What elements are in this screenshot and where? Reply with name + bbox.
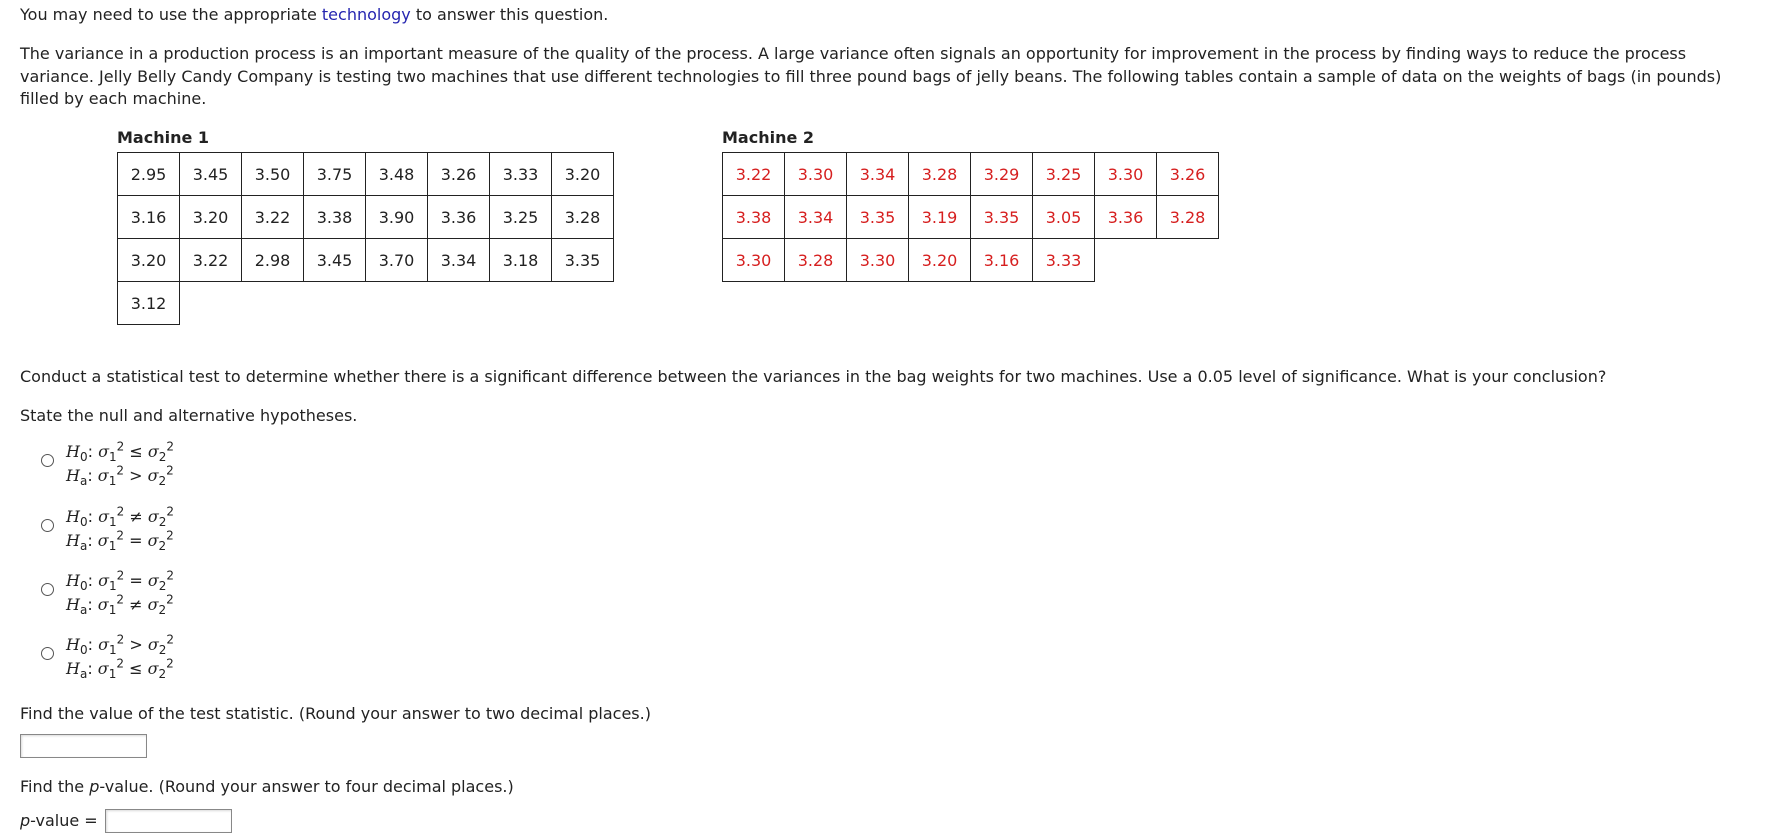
machine1-cell: 3.25 [490, 196, 552, 239]
hypothesis-option-1-alternative: $H_a$: $\sigma_1^2 > \sigma_2^2$ [66, 464, 174, 489]
intro-text [20, 4, 608, 26]
machine1-cell: 3.38 [304, 196, 366, 239]
pvalue-input[interactable] [105, 809, 232, 833]
machine1-cell: 3.33 [490, 153, 552, 196]
machine2-label: Machine 2 [722, 128, 815, 147]
machine1-cell: 3.70 [366, 239, 428, 282]
machine2-cell: 3.30 [847, 239, 909, 282]
machine2-cell: 3.38 [723, 196, 785, 239]
machine1-cell: 3.35 [552, 239, 614, 282]
machine2-cell: 3.28 [1157, 196, 1219, 239]
hypothesis-option-2-alternative: $H_a$: $\sigma_1^2 = \sigma_2^2$ [66, 529, 174, 554]
machine1-cell: 3.12 [118, 282, 180, 325]
machine1-cell: 3.36 [428, 196, 490, 239]
hypothesis-option-2-radio[interactable] [41, 519, 54, 532]
machine2-cell: 3.33 [1033, 239, 1095, 282]
machine2-cell: 3.30 [785, 153, 847, 196]
machine1-cell: 3.26 [428, 153, 490, 196]
machine2-cell: 3.20 [909, 239, 971, 282]
hypothesis-option-3-null: $H_0$: $\sigma_1^2 = \sigma_2^2$ [66, 569, 175, 594]
machine1-row [118, 239, 614, 282]
pvalue-prompt [20, 776, 514, 798]
machine1-table [117, 152, 614, 325]
pvalue-prompt-post: -value. (Round your answer to four decimal places.) [99, 777, 514, 796]
machine1-cell: 3.20 [552, 153, 614, 196]
pvalue-label-post: -value = [30, 811, 98, 830]
hypothesis-option-1-null: $H_0$: $\sigma_1^2 \le \sigma_2^2$ [66, 440, 175, 465]
test-statistic-input[interactable] [20, 734, 147, 758]
machine1-cell: 3.50 [242, 153, 304, 196]
machine2-cell: 3.29 [971, 153, 1033, 196]
hypothesis-option-3-alternative: $H_a$: $\sigma_1^2 \ne \sigma_2^2$ [66, 593, 174, 618]
machine2-cell: 3.16 [971, 239, 1033, 282]
pvalue-prompt-p: p [89, 777, 100, 796]
machine2-cell: 3.22 [723, 153, 785, 196]
machine1-cell: 3.90 [366, 196, 428, 239]
machine2-cell: 3.05 [1033, 196, 1095, 239]
machine1-cell: 3.18 [490, 239, 552, 282]
hypothesis-option-4-alternative: $H_a$: $\sigma_1^2 \le \sigma_2^2$ [66, 657, 174, 682]
machine1-cell: 3.22 [242, 196, 304, 239]
pvalue-prompt-pre: Find the [20, 777, 90, 796]
intro-post: to answer this question. [410, 5, 609, 24]
machine1-cell: 3.48 [366, 153, 428, 196]
problem-paragraph: The variance in a production process is an important measure of the quality of the process. A large variance often signals an opportunity for improvement in the process by finding ways to reduce the process variance. Jelly Belly Candy Company is testing two machines that use different technologies to fill three pound bags of jelly beans. The following tables contain a sample of data on the weights of bags (in pounds) filled by each machine. [20, 44, 1722, 108]
pvalue-label [20, 810, 98, 832]
machine2-row [723, 239, 1219, 282]
hypothesis-option-3-radio[interactable] [41, 583, 54, 596]
intro-pre: You may need to use the appropriate [20, 5, 322, 24]
machine2-cell: 3.26 [1157, 153, 1219, 196]
machine1-cell: 3.45 [180, 153, 242, 196]
machine1-label: Machine 1 [117, 128, 210, 147]
machine1-cell: 3.28 [552, 196, 614, 239]
machine2-cell: 3.36 [1095, 196, 1157, 239]
machine1-cell: 3.20 [180, 196, 242, 239]
machine2-cell: 3.19 [909, 196, 971, 239]
machine2-row [723, 153, 1219, 196]
machine1-cell: 3.16 [118, 196, 180, 239]
hypothesis-option-4-radio[interactable] [41, 647, 54, 660]
machine1-cell: 2.98 [242, 239, 304, 282]
machine2-table [722, 152, 1219, 282]
question-text: Conduct a statistical test to determine whether there is a significant difference between the variances in the bag weights for two machines. Use a 0.05 level of significance. What is your conclusion? [20, 367, 1607, 386]
machine2-cell: 3.34 [785, 196, 847, 239]
machine1-cell: 3.34 [428, 239, 490, 282]
machine1-cell: 3.75 [304, 153, 366, 196]
machine2-cell: 3.28 [909, 153, 971, 196]
hypotheses-prompt: State the null and alternative hypotheses. [20, 406, 358, 425]
machine2-cell: 3.25 [1033, 153, 1095, 196]
hypothesis-option-1-radio[interactable] [41, 454, 54, 467]
machine2-cell: 3.28 [785, 239, 847, 282]
machine2-cell: 3.30 [1095, 153, 1157, 196]
test-statistic-prompt: Find the value of the test statistic. (Round your answer to two decimal places.) [20, 704, 651, 723]
machine1-row [118, 153, 614, 196]
machine1-cell: 3.45 [304, 239, 366, 282]
hypothesis-option-2-null: $H_0$: $\sigma_1^2 \ne \sigma_2^2$ [66, 505, 175, 530]
machine2-cell: 3.30 [723, 239, 785, 282]
machine1-row [118, 196, 614, 239]
machine1-cell: 3.22 [180, 239, 242, 282]
machine1-row [118, 282, 614, 325]
pvalue-label-p: p [20, 811, 31, 830]
machine2-cell: 3.35 [971, 196, 1033, 239]
technology-link[interactable]: technology [321, 5, 411, 24]
machine2-row [723, 196, 1219, 239]
hypothesis-option-4-null: $H_0$: $\sigma_1^2 > \sigma_2^2$ [66, 633, 175, 658]
machine1-cell: 2.95 [118, 153, 180, 196]
machine1-cell: 3.20 [118, 239, 180, 282]
machine2-cell: 3.34 [847, 153, 909, 196]
machine2-cell: 3.35 [847, 196, 909, 239]
